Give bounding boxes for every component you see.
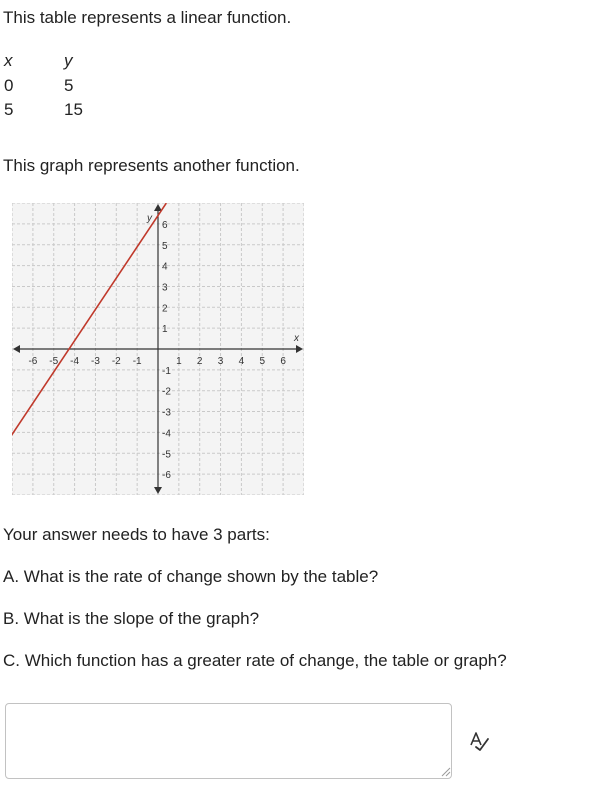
instructions-text: Your answer needs to have 3 parts: (3, 525, 270, 544)
question-b: B. What is the slope of the graph? (3, 609, 260, 628)
table-cell: 5 (64, 76, 74, 95)
coordinate-graph (12, 203, 304, 495)
graph-intro-text: This graph represents another function. (3, 156, 300, 175)
y-tick-label: 4 (162, 261, 168, 273)
x-tick-label: -1 (132, 356, 142, 367)
x-tick-label: -2 (111, 356, 121, 367)
x-axis-label: x (294, 333, 299, 344)
y-axis-label: y (147, 213, 152, 224)
answer-textarea[interactable] (5, 703, 452, 779)
table-cell: 0 (4, 76, 14, 95)
y-tick-label: -1 (162, 365, 171, 377)
y-tick-label: 2 (162, 303, 168, 315)
x-tick-label: -6 (28, 356, 38, 367)
y-tick-label: -2 (162, 386, 171, 398)
question-c: C. Which function has a greater rate of change, the table or graph? (3, 651, 507, 670)
y-tick-label: -4 (162, 428, 171, 440)
table-header-x: x (4, 51, 13, 70)
x-tick-label: 6 (280, 356, 286, 367)
x-tick-label: -5 (49, 356, 59, 367)
y-tick-label: 3 (162, 282, 168, 294)
table-cell: 15 (64, 100, 83, 119)
y-tick-label: -3 (162, 407, 171, 419)
y-tick-label: -5 (162, 449, 171, 461)
y-tick-label: 5 (162, 240, 168, 252)
y-tick-label: 1 (162, 324, 168, 336)
table-header-y: y (64, 51, 73, 70)
y-tick-label: 6 (162, 219, 168, 231)
resize-grip-icon[interactable] (441, 767, 451, 777)
table-cell: 5 (4, 100, 14, 119)
intro-text: This table represents a linear function. (3, 8, 292, 27)
x-tick-label: 5 (259, 356, 266, 367)
x-tick-label: 4 (238, 356, 245, 367)
x-tick-label: 1 (176, 356, 182, 367)
x-tick-label: 3 (217, 356, 224, 367)
y-tick-label: -6 (162, 470, 171, 482)
x-tick-label: 2 (196, 356, 203, 367)
x-tick-label: -3 (90, 356, 100, 367)
question-a: A. What is the rate of change shown by the table? (3, 567, 379, 586)
spellcheck-icon[interactable] (468, 730, 490, 752)
x-tick-label: -4 (70, 356, 80, 367)
